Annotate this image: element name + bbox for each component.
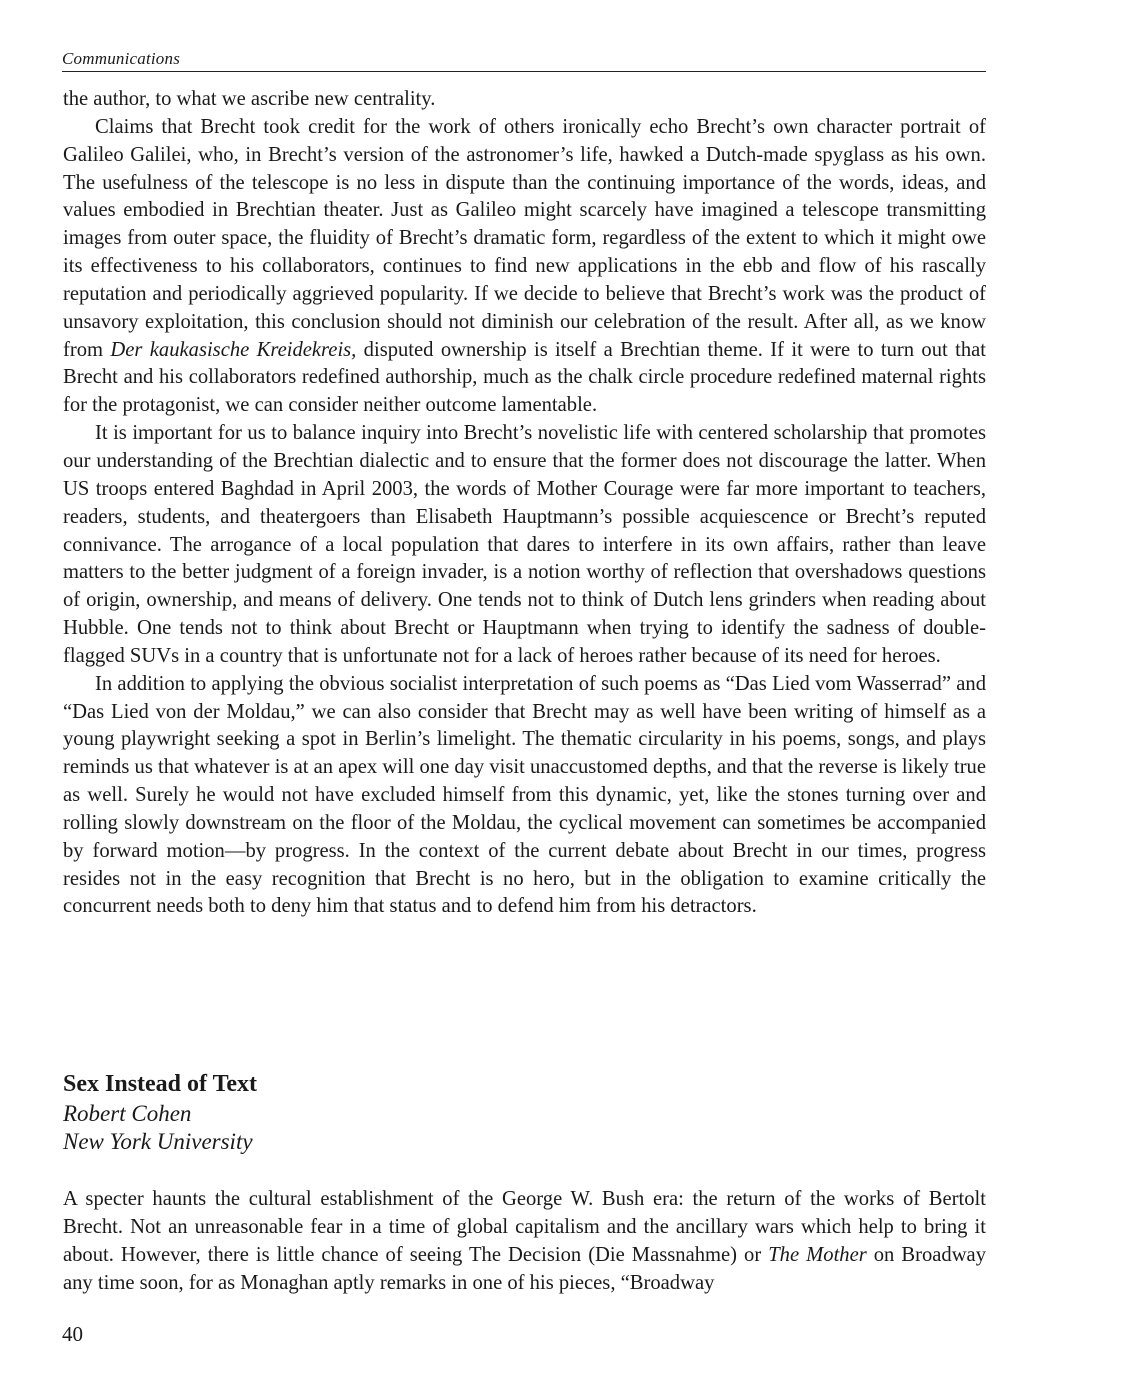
header-rule — [62, 71, 986, 72]
article-body — [63, 86, 986, 921]
paragraph-continuation: the author, to what we ascribe new centrality. — [63, 88, 436, 110]
paragraph-inquiry: It is important for us to balance inquiry into Brecht’s novelistic life with centered scholarship that promotes our understanding of the Brechtian dialectic and to ensure that the former does not discourage the latter. When US troops entered Baghdad in April 2003, the words of Mother Courage were far more important to teachers, readers, students, and theatergoers than Elisabeth Hauptmann’s possible acquiescence or Brecht’s reputed connivance. The arrogance of a local population that dares to interfere in its own affairs, rather than leave matters to the better judgment of a foreign invader, is a notion worthy of reflection that overshadows questions of origin, ownership, and means of delivery. One tends not to think of Dutch lens grinders when reading about Hubble. One tends not to think about Brecht or Hauptmann when trying to identify the sadness of double-flagged SUVs in a country that is unfortunate not for a lack of heroes rather because of its need for heroes. — [63, 422, 986, 667]
work-title: The Mother — [768, 1244, 867, 1266]
page-number: 40 — [62, 1322, 83, 1346]
section-title: Sex Instead of Text — [63, 1071, 258, 1097]
paragraph-text: A specter haunts the cultural establishment of the George W. Bush era: the return of the works of Bertolt Brecht. Not an unreasonable fear in a time of global capitalism and the ancillary wars which help to bring it about. However, there is little chance of seeing The Decision (Die Massnahme) or — [63, 1188, 986, 1266]
paragraph-text: disputed ownership is itself a Brechtian theme. If it were to turn out that Brecht and his collaborators redefined authorship, much as the chalk circle procedure redefined maternal rights for the protagonist, we can consider neither outcome lamentable. — [63, 338, 986, 417]
paragraph-galileo — [63, 114, 986, 420]
running-head: Communications — [62, 49, 181, 68]
section-author: Robert Cohen — [63, 1101, 192, 1126]
paragraph-specter — [63, 1185, 986, 1297]
section-body — [63, 1185, 986, 1297]
paragraph-poems: In addition to applying the obvious socialist interpretation of such poems as “Das Lied vom Wasserrad” and “Das Lied von der Moldau,” we can also consider that Brecht may as well have been writing of himself as a young playwright seeking a spot in Berlin’s limelight. The thematic circularity in his poems, songs, and plays reminds us that whatever is at an apex will one day visit unaccustomed depths, and that the reverse is likely true as well. Surely he would not have excluded himself from this dynamic, yet, like the stones turning over and rolling slowly downstream on the floor of the Moldau, the cyclical movement can sometimes be accompanied by forward motion—by progress. In the context of the current debate about Brecht in our times, progress resides not in the easy recognition that Brecht is no hero, but in the obligation to examine critically the concurrent needs both to deny him that status and to defend him from his detractors. — [63, 672, 986, 918]
paragraph-text: Claims that Brecht took credit for the work of others ironically echo Brecht’s own character portrait of Galileo Galilei, who, in Brecht’s version of the astronomer’s life, hawked a Dutch-made spyglass as his own. The usefulness of the telescope is no less in dispute than the continuing importance of the words, ideas, and values embodied in Brechtian theater. Just as Galileo might scarcely have imagined a telescope transmitting images from outer space, the fluidity of Brecht’s dramatic form, regardless of the extent to which it might owe its effectiveness to his collaborators, continues to find new applications in the ebb and flow of his rascally reputation and periodically aggrieved popularity. If we decide to believe that Brecht’s work was the product of unsavory exploitation, this conclusion should not diminish our celebration of the result. After all, as we know from — [63, 115, 986, 361]
work-title: Der kaukasische Kreidekreis, — [110, 338, 357, 361]
section-affiliation: New York University — [63, 1129, 253, 1154]
paragraph-text: on Broadway any time soon, for as Monaghan aptly remarks in one of his pieces, “Broadway — [63, 1244, 986, 1294]
section-heading — [63, 1068, 986, 1156]
